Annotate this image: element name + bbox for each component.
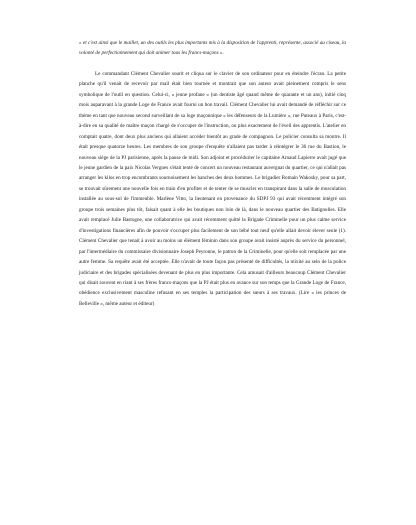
body-text: [79, 69, 346, 309]
epigraph-quote: « et c'est ainsi que le maillet, un des outils les plus importants mis à la disposition de l'apprenti, représente, associé au ciseau, la volonté de perfectionnement qui doit animer tous les francs-maçons ».: [79, 40, 346, 57]
paragraph: Le commandant Clément Chevalier sourit et cliqua sur le clavier de son ordinateur pour en éteindre l'écran. La petite planche qu'il venait de recevoir par mail était bien tournée et montrait que son auteur avait pleinement compris le sens symbolique de l'outil en question. Celui-ci, « jeune profane » (un dentiste âgé quand même de quarante et un ans), initié cinq mois auparavant à la grande Loge de France avait fourni un bon travail. Clément Chevalier lui avait demandé de réfléchir sur ce thème en tant que nouveau second surveillant de sa loge maçonnique « les défenseurs de la Lumière », rue Puteaux à Paris, c'est-à-dire en sa qualité de maître maçon chargé de s'occuper de l'instruction, ou plus exactement de l'éveil des apprentis. L'atelier en comptait quatre, dont deux plus anciens qui allaient accéder bientôt au grade de compagnon. Le policier consulta sa montre. Il était presque quatorze heures. Les membres de son groupe d'enquête n'allaient pas tarder à réintégrer le 36 rue du Bastion, le nouveau siège de la PJ parisienne, après la pause de midi. Son adjoint et procédurier le capitaine Arnaud Lapierre avait jugé que le jeune gardien de la paix Nicolas Vergnes s'était tenté de concert un nouveau restaurant auvergnat du quartier, ce qui n'allait pas arranger les kilos en trop encombrants sournoisement les hanches des deux hommes. Le brigadier Romain Wakosky, pour sa part, se trouvait sûrement une nouvelle fois en train d'en profiter et de tenter de se muscler en transpirant dans la salle de musculation installée au sous-sol de l'immeuble. Marlène Vitto, la lieutenant en provenance du SDPJ 93 qui avait récemment intégré son groupe trois semaines plus tôt, faisait quant à elle les boutiques non loin de là, dans le nouveau quartier des Batignolles. Elle avait remplacé Julie Bastogne, une collaboratrice qui avait récemment quitté la Brigade Criminelle pour un plus calme service d'investigations financières afin de pouvoir s'occuper plus facilement de son bébé tout neuf qu'elle allait devoir élever seule (1). Clément Chevalier que tenait à avoir au moins un élément féminin dans son groupe avait insisté auprès du service du personnel, par l'intermédiaire du commissaire divisionnaire Joseph Peyronne, le patron de la Criminelle, pour qu'elle soit remplacée par une autre femme. Sa requête avait été acceptée. Elle n'avait de toute façon pas présenté de difficultés, la mixité au sein de la police judiciaire et des brigades spécialisées devenant de plus en plus importante. Cela amusait d'ailleurs beaucoup Clément Chevalier qui disait souvent en riant à ses frères francs-maçons que la PJ était plus en avance sur son temps que la Grande Loge de France, obédience exclusivement masculine refusant en ses temples la participation des sœurs à ses travaux. (Lire « les princes de Belleville », même auteur et éditeur): [79, 70, 346, 307]
